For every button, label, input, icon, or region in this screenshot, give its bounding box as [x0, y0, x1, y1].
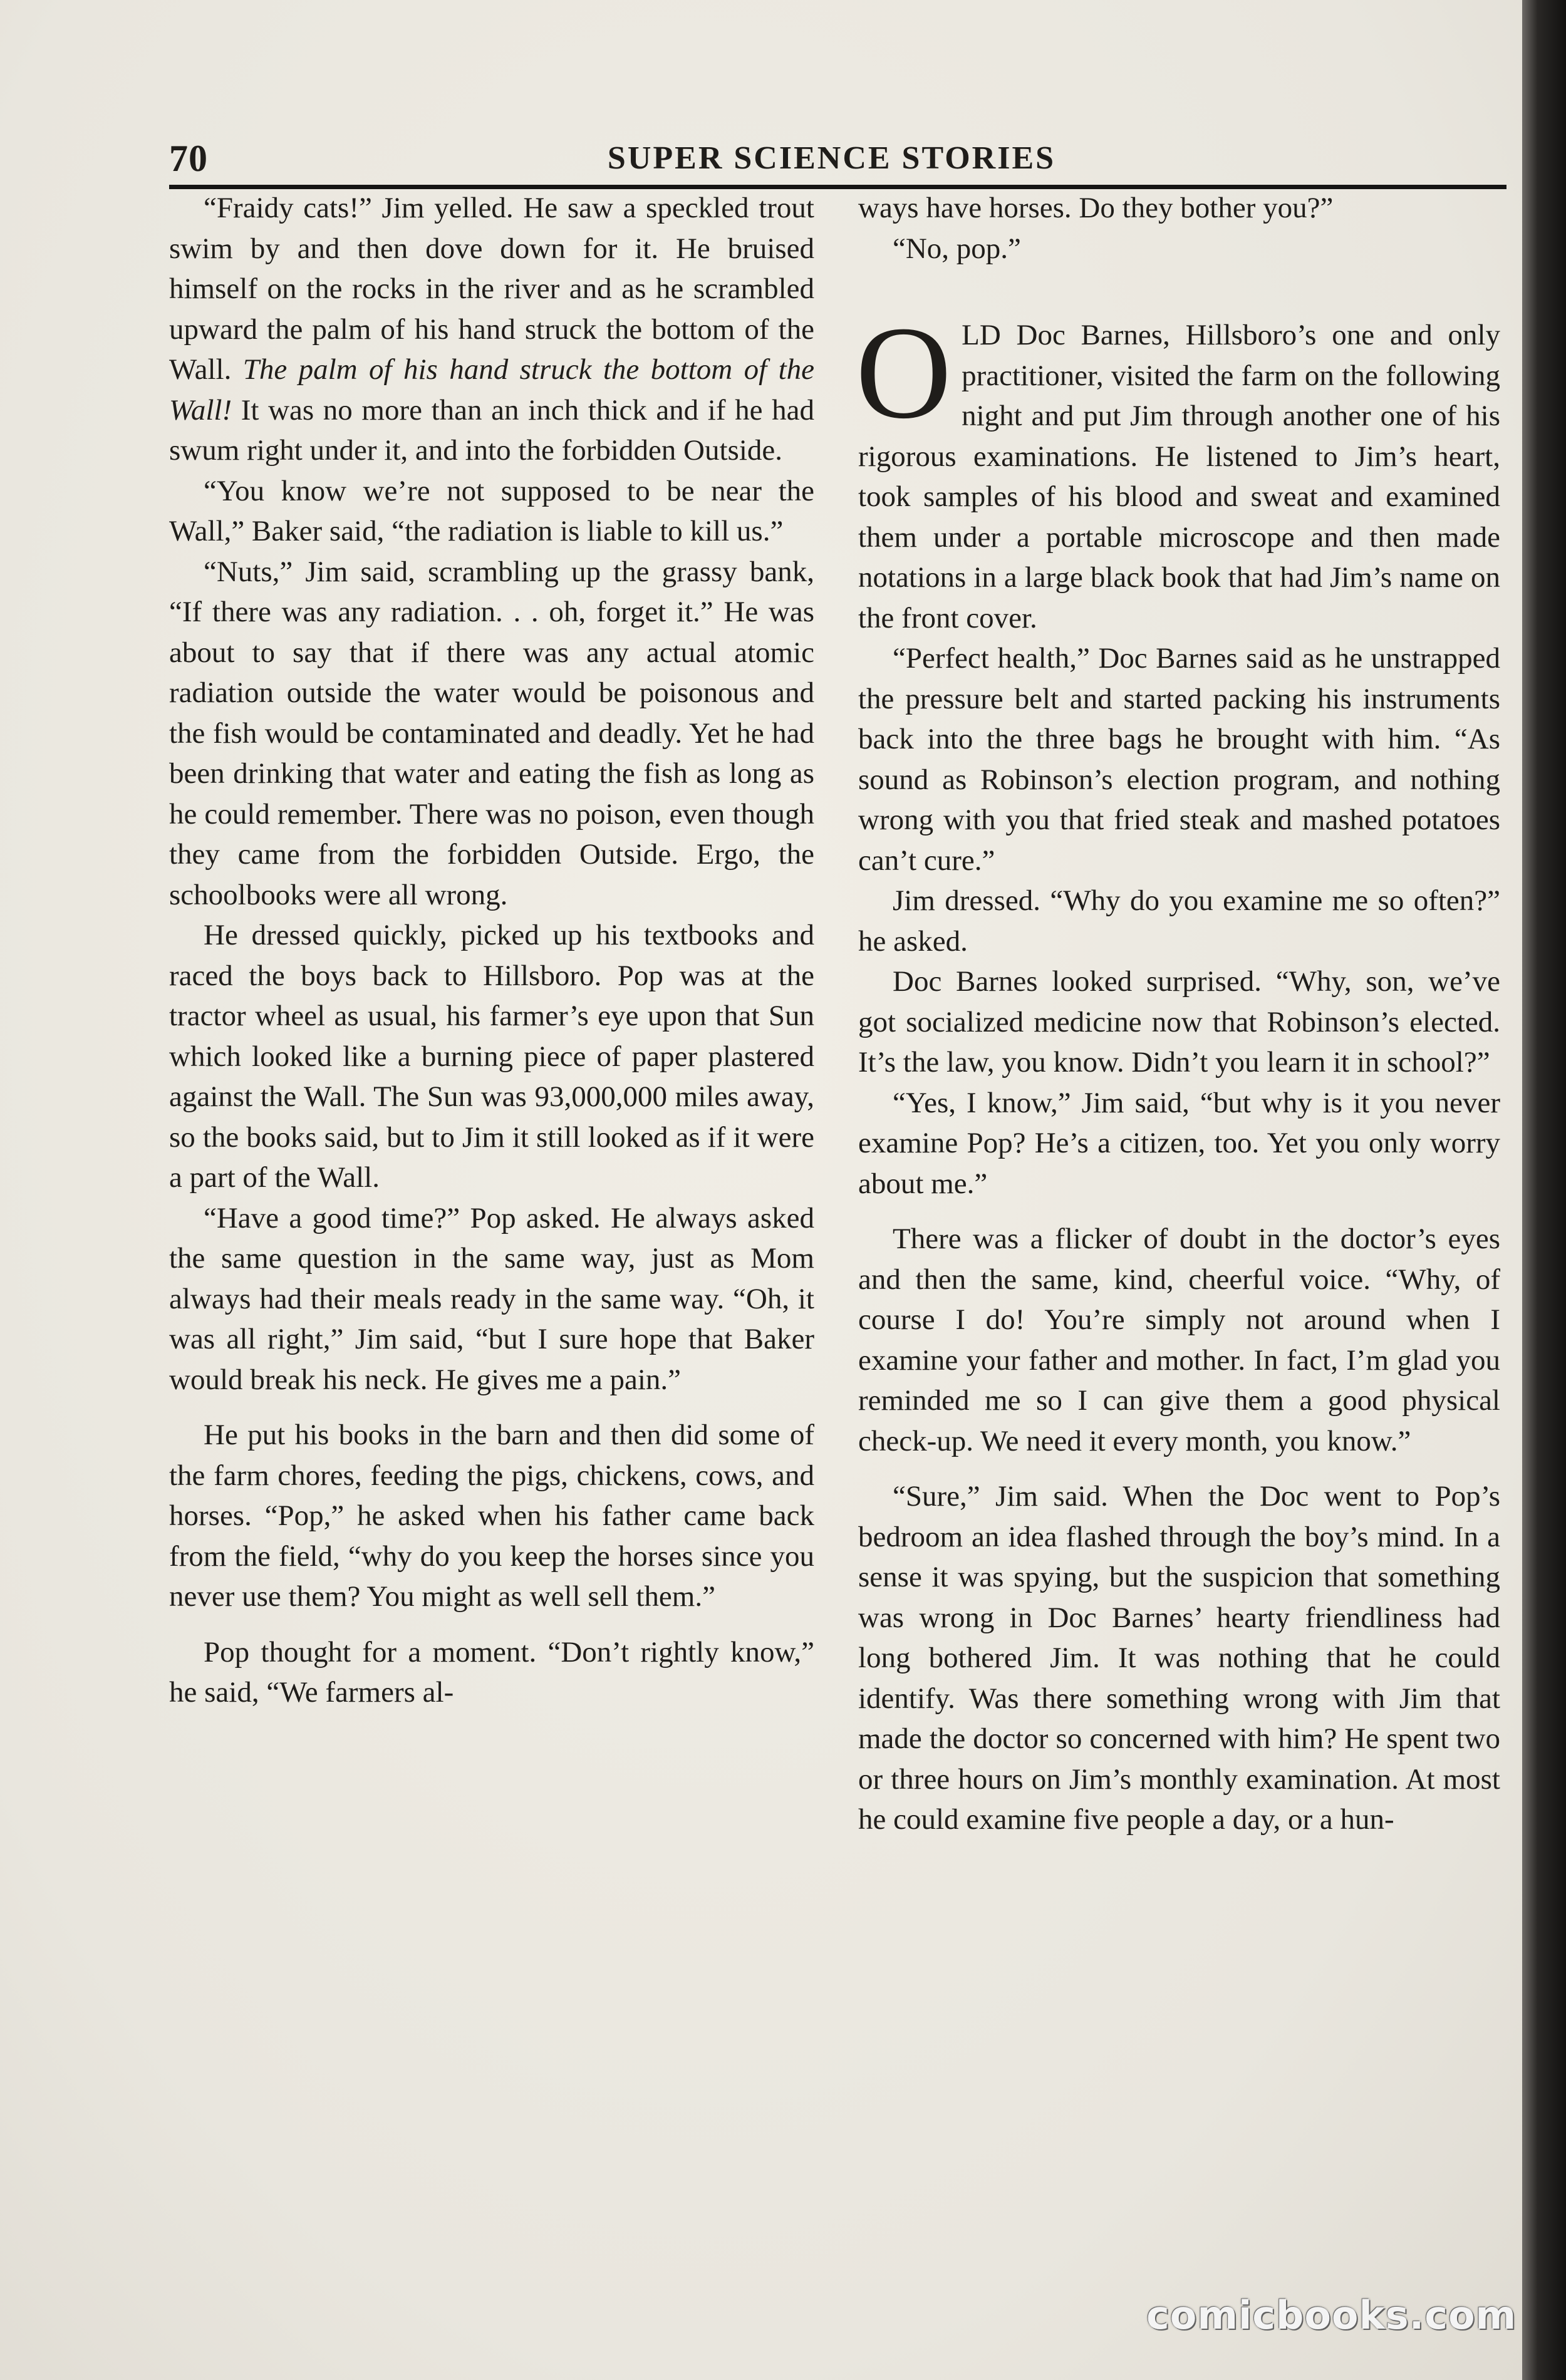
paragraph: “No, pop.”	[893, 232, 1021, 265]
paragraph: “Sure,” Jim said. When the Doc went to Pop’s bedroom an idea flashed through the boy’s mind. In a sense it was spying, but the suspicion that something was wrong in Doc Barnes’ hearty friendliness had long bothered Jim. It was nothing that he could identify. Was there something wrong with Jim that made the doctor so concerned with him? He spent two or three hours on Jim’s monthly examination. At most he could examine five people a day, or a hun-	[858, 1480, 1500, 1836]
paragraph: “You know we’re not supposed to be near the Wall,” Baker said, “the radiation is liable to kill us.”	[169, 474, 814, 547]
paragraph: There was a flicker of doubt in the doctor’s eyes and then the same, kind, cheerful voice. “Why, of course I do! You’re simply not around when I examine your father and mother. In fact, I’m glad you reminded me so I can give them a good physical check-up. We need it every month, you know.”	[858, 1223, 1500, 1457]
section-opening-paragraph	[856, 299, 1500, 638]
paragraph: He dressed quickly, picked up his textbooks and raced the boys back to Hillsboro. Pop was at the tractor wheel as usual, his farmer’s eye upon that Sun which looked like a burning piece of paper plastered against the Wall. The Sun was 93,000,000 miles away, so the books said, but to Jim it still looked as if it were a part of the Wall.	[169, 919, 814, 1194]
paragraph: Pop thought for a moment. “Don’t rightly know,” he said, “We farmers al-	[169, 1635, 814, 1709]
page-number: 70	[169, 138, 208, 179]
text-run: LD Doc Barnes, Hillsboro’s one and only practitioner, visited the farm on the following night and put Jim through another one of his rigorous examinations. He listened to Jim’s heart, took samples of his blood and sweat and examined them under a portable microscope and then made notations in a large black book that had Jim’s name on the front cover.	[858, 319, 1500, 634]
paragraph: Jim dressed. “Why do you examine me so often?” he asked.	[858, 884, 1500, 958]
text-run: It was no more than an inch thick and if he had swum right under it, and into the forbidden Outside.	[169, 393, 814, 467]
paragraph: “Perfect health,” Doc Barnes said as he unstrapped the pressure belt and started packing his instruments back into the three bags he brought with him. “As sound as Robinson’s election program, and nothing wrong with you that fried steak and mashed potatoes can’t cure.”	[858, 642, 1500, 877]
watermark: comicbooks.com	[1146, 2292, 1517, 2338]
page-spine-shadow	[1522, 0, 1566, 2380]
italic-text: The palm of his hand struck the bottom of the Wall!	[169, 353, 814, 427]
right-text-column	[858, 188, 1500, 1840]
running-head	[169, 128, 1494, 185]
paragraph	[169, 188, 814, 471]
paragraph: He put his books in the barn and then did some of the farm chores, feeding the pigs, chickens, cows, and horses. “Pop,” he asked when his father came back from the field, “why do you keep the horses since you never use them? You might as well sell them.”	[169, 1419, 814, 1613]
paragraph: “Have a good time?” Pop asked. He always asked the same question in the same way, just as Mom always had their meals ready in the same way. “Oh, it was all right,” Jim said, “but I sure hope that Baker would break his neck. He gives me a pain.”	[169, 1201, 814, 1396]
paragraph: “Nuts,” Jim said, scrambling up the grassy bank, “If there was any radiation. . . oh, forget it.” He was about to say that if there was any actual atomic radiation outside the water would be poisonous and the fish would be contaminated and deadly. Yet he had been drinking that water and eating the fish as long as he could remember. There was no poison, even though they came from the forbidden Outside. Ergo, the schoolbooks were all wrong.	[169, 555, 814, 911]
paragraph: “Yes, I know,” Jim said, “but why is it you never examine Pop? He’s a citizen, too. Yet you only worry about me.”	[858, 1086, 1500, 1200]
paragraph: ways have horses. Do they bother you?”	[858, 192, 1334, 224]
drop-cap: O	[856, 299, 952, 446]
paragraph: Doc Barnes looked surprised. “Why, son, we’ve got socialized medicine now that Robinson’s elected. It’s the law, you know. Didn’t you learn it in school?”	[858, 965, 1500, 1079]
text-run: “Fraidy cats!” Jim yelled. He saw a speckled trout swim by and then dove down for it. He bruised himself on the rocks in the river and as he scrambled upward the palm of his hand struck the bottom of the Wall.	[169, 192, 814, 386]
magazine-title: SUPER SCIENCE STORIES	[607, 140, 1056, 176]
left-text-column	[169, 188, 814, 1713]
